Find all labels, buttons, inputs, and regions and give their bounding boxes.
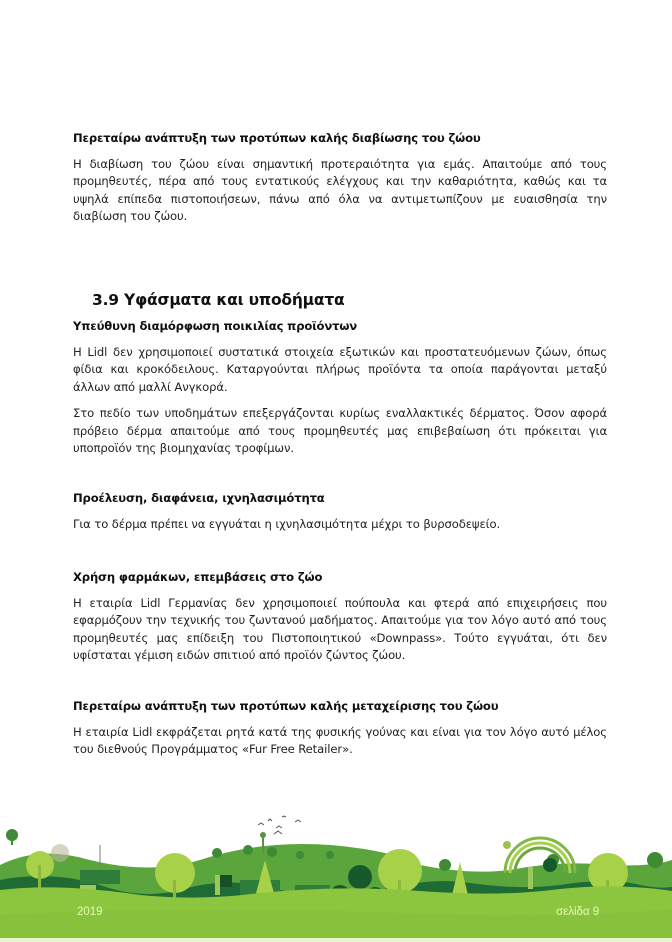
subsection-traceability [73, 491, 607, 533]
paragraph: Η διαβίωση του ζώου είναι σημαντική προτεραιότητα για εμάς. Απαιτούμε από τους προμηθευτές, πέρα από τους εντατικούς ελέγχους και την καθαριότητα, καθώς και τα υψηλά επίπεδα πιστοποιήσεων, πάνω από όλα να αντιμετωπίζουν με ευαισθησία την διαβίωση του ζώου. [73, 157, 607, 224]
subsection-heading: Περεταίρω ανάπτυξη των προτύπων καλής μεταχείρισης του ζώου [73, 699, 499, 713]
landscape-illustration-icon [0, 805, 672, 942]
section-animal-welfare [73, 131, 607, 226]
section-heading: Περεταίρω ανάπτυξη των προτύπων καλής διαβίωσης του ζώου [73, 131, 481, 145]
subsection-animal-treatment [73, 699, 607, 759]
chapter-title: 3.9 Υφάσματα και υποδήματα [92, 291, 345, 309]
paragraph: Η εταιρία Lidl Γερμανίας δεν χρησιμοποιεί πούπουλα και φτερά από επιχειρήσεις που εφαρμόζουν την τεχνικής του ζωντανού μαδήματος. Απαιτούμε για τον λόγο αυτό από τους προμηθευτές μας επίδειξη του Πιστοποιητικού «Downpass». Τούτο εγγυάται, ότι δεν υφίσταται γέμιση ειδών σπιτιού από προϊόν ζώντος ζώου. [73, 596, 607, 663]
paragraph: Η εταιρία Lidl εκφράζεται ρητά κατά της φυσικής γούνας και είναι για τον λόγο αυτό μέλος του διεθνούς Προγράμματος «Fur Free Retailer». [73, 725, 607, 757]
subsection-heading: Υπεύθυνη διαμόρφωση ποικιλίας προϊόντων [73, 319, 358, 333]
footer-year: 2019 [77, 906, 103, 918]
subsection-heading: Χρήση φαρμάκων, επεμβάσεις στο ζώο [73, 570, 323, 584]
paragraph: Η Lidl δεν χρησιμοποιεί συστατικά στοιχεία εξωτικών και προστατευόμενων ζώων, όπως φίδια και κροκόδειλους. Καταργούνται πλήρως προϊόντα τα οποία παράγονται μεταξύ άλλων από μαλλί Ανγκορά. [73, 345, 607, 394]
paragraph: Στο πεδίο των υποδημάτων επεξεργάζονται κυρίως εναλλακτικές δέρματος. Όσον αφορά πρόβειο δέρμα απαιτούμε από τους προμηθευτές μας επιβεβαίωση ότι πρόκειται για υποπροϊόν της βιομηχανίας τροφίμων. [73, 406, 607, 456]
subsection-heading: Προέλευση, διαφάνεια, ιχνηλασιμότητα [73, 491, 325, 505]
footer-page-number: σελίδα 9 [556, 906, 600, 918]
paragraph: Για το δέρμα πρέπει να εγγυάται η ιχνηλασιμότητα μέχρι το βυρσοδεψείο. [73, 517, 501, 531]
footer-landscape [0, 805, 672, 942]
subsection-product-range [73, 319, 607, 457]
subsection-medicine-interventions [73, 570, 607, 665]
